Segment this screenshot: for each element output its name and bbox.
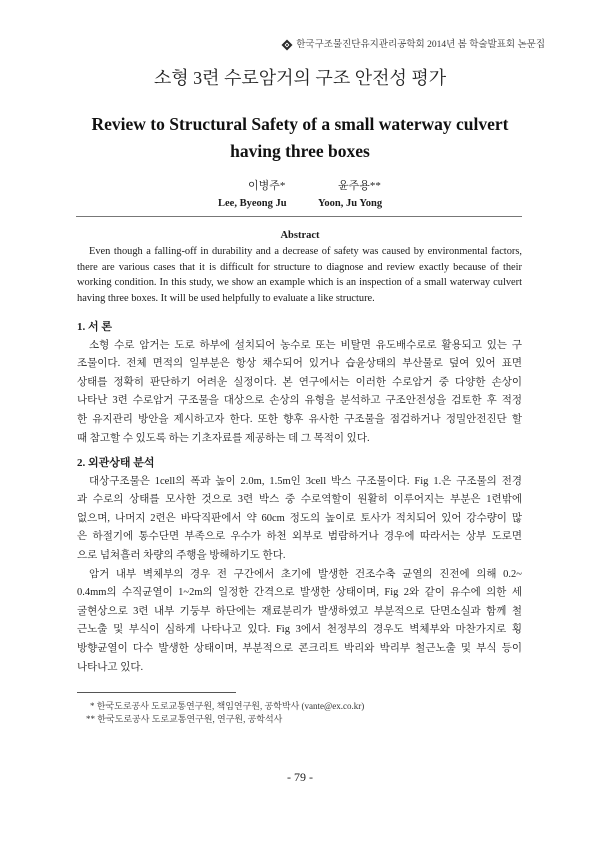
footnote-divider	[77, 692, 236, 693]
abstract-body	[77, 244, 522, 307]
body-line: 방향균열이 다수 발생한 상태이며, 부분적으로 콘크리트 박리와 박리부 철근노출 및 부식 등이	[77, 643, 522, 655]
korean-title: 소형 3련 수로암거의 구조 안전성 평가	[153, 68, 447, 88]
author-english-name: Yoon, Ju Yong	[318, 197, 383, 209]
header-divider	[76, 216, 522, 217]
body-line: 대상구조물은 1cell의 폭과 높이 2.0m, 1.5m인 3cell 박스 구조물이다. Fig 1.은 구조물의 전경	[89, 475, 522, 487]
body-line: 0.4mm의 수직균열이 1~2m의 일정한 간격으로 발생한 상태이며, Fig 2와 같이 유수에 의한 세	[77, 587, 522, 599]
footnote: * 한국도로공사 도로교통연구원, 책임연구원, 공학박사 (vante@ex.co.kr)	[90, 700, 365, 711]
body-line: 없으며, 나머지 2련은 바닥직판에서 약 60cm 정도의 높이로 토사가 적치되어 있어 강수량이 많	[77, 512, 522, 524]
footnote: ** 한국도로공사 도로교통연구원, 연구원, 공학석사	[86, 713, 283, 724]
body-line: 으로 넘쳐흘러 차량의 주행을 방해하기도 한다.	[77, 550, 286, 562]
body-line: 한 유지관리 방안을 제시하고자 한다. 또한 향후 유사한 구조물을 점검하거나 정밀안전진단 할	[77, 414, 522, 426]
abstract-line: working condition. In this study, we show an example which is an inspection of a small waterway culvert	[77, 277, 522, 289]
page-number: - 79 -	[287, 770, 313, 784]
section-body-introduction	[77, 337, 522, 449]
abstract-heading: Abstract	[280, 229, 320, 241]
body-line: 소형 수로 암거는 도로 하부에 설치되어 농수로 또는 비탈면 유도배수로로 활용되고 있는 구	[89, 339, 522, 351]
body-line: 나타나고 있다.	[77, 661, 144, 673]
section-body-appearance-analysis	[77, 473, 522, 678]
footnotes	[86, 700, 526, 726]
author-korean-name: 윤주용**	[338, 179, 381, 192]
abstract-line: Even though a falling-off in durability and a decrease of safety was caused by environmental factors,	[89, 246, 522, 257]
english-title	[0, 111, 600, 165]
abstract-line: having three boxes. It will be used helpfully to evaluate a like structure.	[77, 293, 375, 305]
body-line: 근노출 및 부식이 심하게 나타나고 있다. Fig 3에서 천정부의 경우도 벽체부와 마찬가지로 횡	[77, 624, 522, 636]
section-heading-introduction: 1. 서 론	[77, 321, 113, 333]
body-line: 암거 내부 벽체부의 경우 전 구간에서 초기에 발생한 건조수축 균열의 진전에 의해 0.2~	[89, 568, 522, 580]
english-title-line: Review to Structural Safety of a small waterway culvert	[91, 114, 509, 134]
body-line: 나타난 3련 수로암거 구조물을 대상으로 손상의 유형을 분석하고 구조안전성을 검토한 후 적정	[77, 395, 522, 407]
body-line: 상태를 정확히 판단하기 어려운 실정이다. 본 연구에서는 이러한 수로암거 중 다양한 손상이	[77, 376, 522, 388]
diamond-ornament-icon	[281, 39, 293, 51]
section-heading-appearance-analysis: 2. 외관상태 분석	[77, 457, 155, 469]
body-line: 조물이다. 전체 면적의 일부분은 항상 채수되어 있거나 습윤상태의 부산물로 덮여 있어 표면	[77, 358, 522, 370]
running-header	[281, 39, 545, 51]
abstract-line: there are various cases that it is difficult for structure to diagnose and review exactly because of their	[77, 261, 522, 273]
body-line: 은 하절기에 통수단면 부족으로 우수가 하천 외부로 범람하거나 경우에 따라서는 상부 도로면	[77, 531, 522, 543]
author-korean-name: 이병주*	[248, 179, 286, 192]
english-title-line: having three boxes	[230, 141, 370, 161]
body-line: 굴현상으로 3련 내부 기둥부 하단에는 재료분리가 발생하였고 부분적으로 단면소실과 함께 철	[77, 605, 522, 617]
journal-name: 한국구조물진단유지관리공학회 2014년 봄 학술발표회 논문집	[296, 40, 545, 50]
body-line: 때 참고할 수 있도록 하는 기초자료를 제공하는 데 그 목적이 있다.	[77, 432, 370, 444]
author-english-name: Lee, Byeong Ju	[218, 197, 287, 209]
body-line: 과 수로의 상태를 모사한 것으로 3련 박스 중 수로역할이 원활히 이루어지는 부분은 1련밖에	[77, 494, 522, 506]
